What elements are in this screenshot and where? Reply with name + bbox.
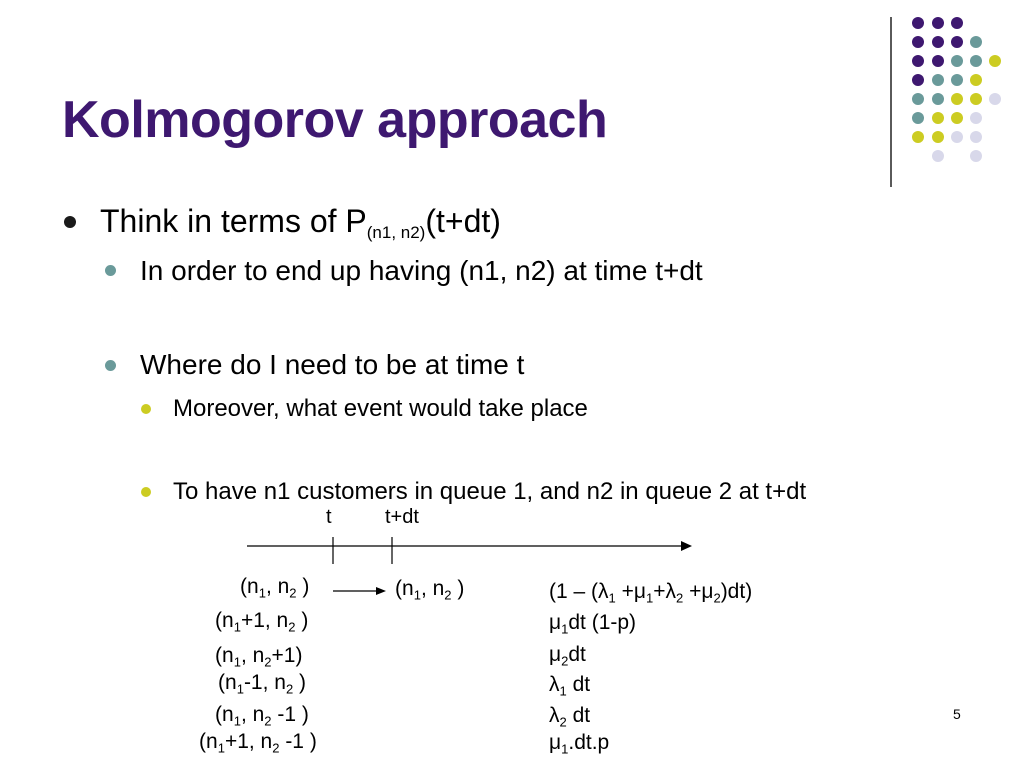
transition-arrowhead xyxy=(376,587,386,595)
slide-title: Kolmogorov approach xyxy=(62,91,608,149)
bullet-text: Think in terms of P xyxy=(100,203,367,239)
subscript-n1-n2: (n1, n2) xyxy=(366,222,426,242)
state-at-t: ($n_1$, $n_2$ -1 ) xyxy=(215,703,309,729)
bullet-end-up-having: In order to end up having (n1, n2) at time t+dt xyxy=(140,255,703,286)
probability-mu1: $\mu_1dt$ (1-p) xyxy=(549,611,637,637)
probability-lambda2: $\lambda_2$ dt xyxy=(549,704,591,730)
bullet-text-tail: (t+dt) xyxy=(425,203,501,239)
state-at-t: ($n_1+1$, $n_2$ ) xyxy=(215,609,309,635)
probability-mu1-p: $\mu_1.dt.p$ xyxy=(549,731,610,757)
bullet-to-have-customers: To have n1 customers in queue 1, and n2 in queue 2 at t+dt xyxy=(173,478,807,505)
state-at-t: ($n_1-1$, $n_2$ ) xyxy=(218,671,307,697)
timeline-label-tdt: t+dt xyxy=(385,506,419,528)
bullet-where-at-time-t: Where do I need to be at time t xyxy=(140,349,525,380)
state-at-tdt: ($n_1$, $n_2$ ) xyxy=(395,577,465,603)
state-at-t: ($n_1$, $n_2+1$) xyxy=(215,644,303,670)
state-at-t: ($n_1$, $n_2$ ) xyxy=(240,575,310,601)
timeline-arrowhead xyxy=(681,541,692,551)
state-at-t: ($n_1+1$, $n_2$ -1 ) xyxy=(199,730,317,756)
page-number: 5 xyxy=(953,706,961,722)
probability-stay: $(1 - (\lambda_1 +\mu_1+\lambda_2 +\mu_2)dt)$ xyxy=(549,580,753,606)
probability-lambda1: $\lambda_1$ dt xyxy=(549,673,591,699)
bullet-what-event: Moreover, what event would take place xyxy=(173,395,588,422)
timeline-label-t: t xyxy=(326,506,332,528)
probability-mu2: $\mu_2dt$ xyxy=(549,643,586,669)
